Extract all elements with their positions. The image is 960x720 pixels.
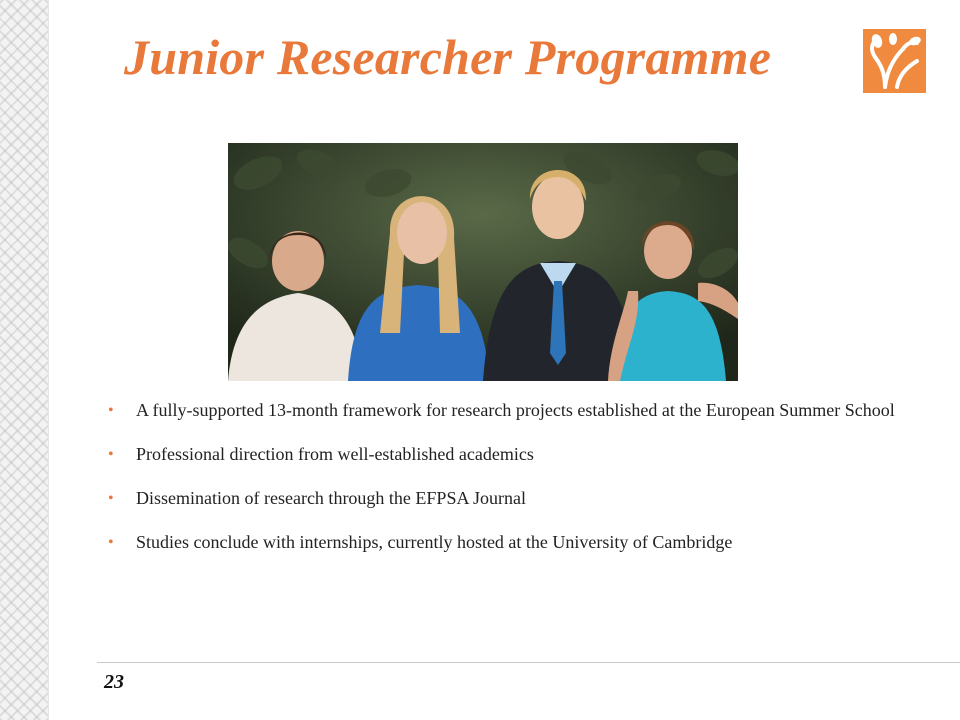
bullet-text: Studies conclude with internships, currently hosted at the University of Cambridge [136,532,733,552]
bullet-text: A fully-supported 13-month framework for research projects established at the European Summer School [136,400,895,420]
efpsa-tree-logo-icon [863,29,926,93]
bullet-dot-icon: • [108,446,114,463]
page-number: 23 [104,671,124,693]
bullet-item [108,442,928,467]
bullet-text: Dissemination of research through the EFPSA Journal [136,488,526,508]
group-photo-illustration [228,143,738,381]
bullet-item [108,398,928,423]
bullet-text: Professional direction from well-established academics [136,444,534,464]
bullet-dot-icon: • [108,490,114,507]
slide-title: Junior Researcher Programme [124,29,772,85]
group-photo [228,143,738,381]
bullet-dot-icon: • [108,402,114,419]
bullet-item [108,486,928,511]
bullet-list [108,398,928,574]
footer-divider [97,662,960,663]
decorative-side-pattern [0,0,49,720]
bullet-dot-icon: • [108,534,114,551]
bullet-item [108,530,928,555]
